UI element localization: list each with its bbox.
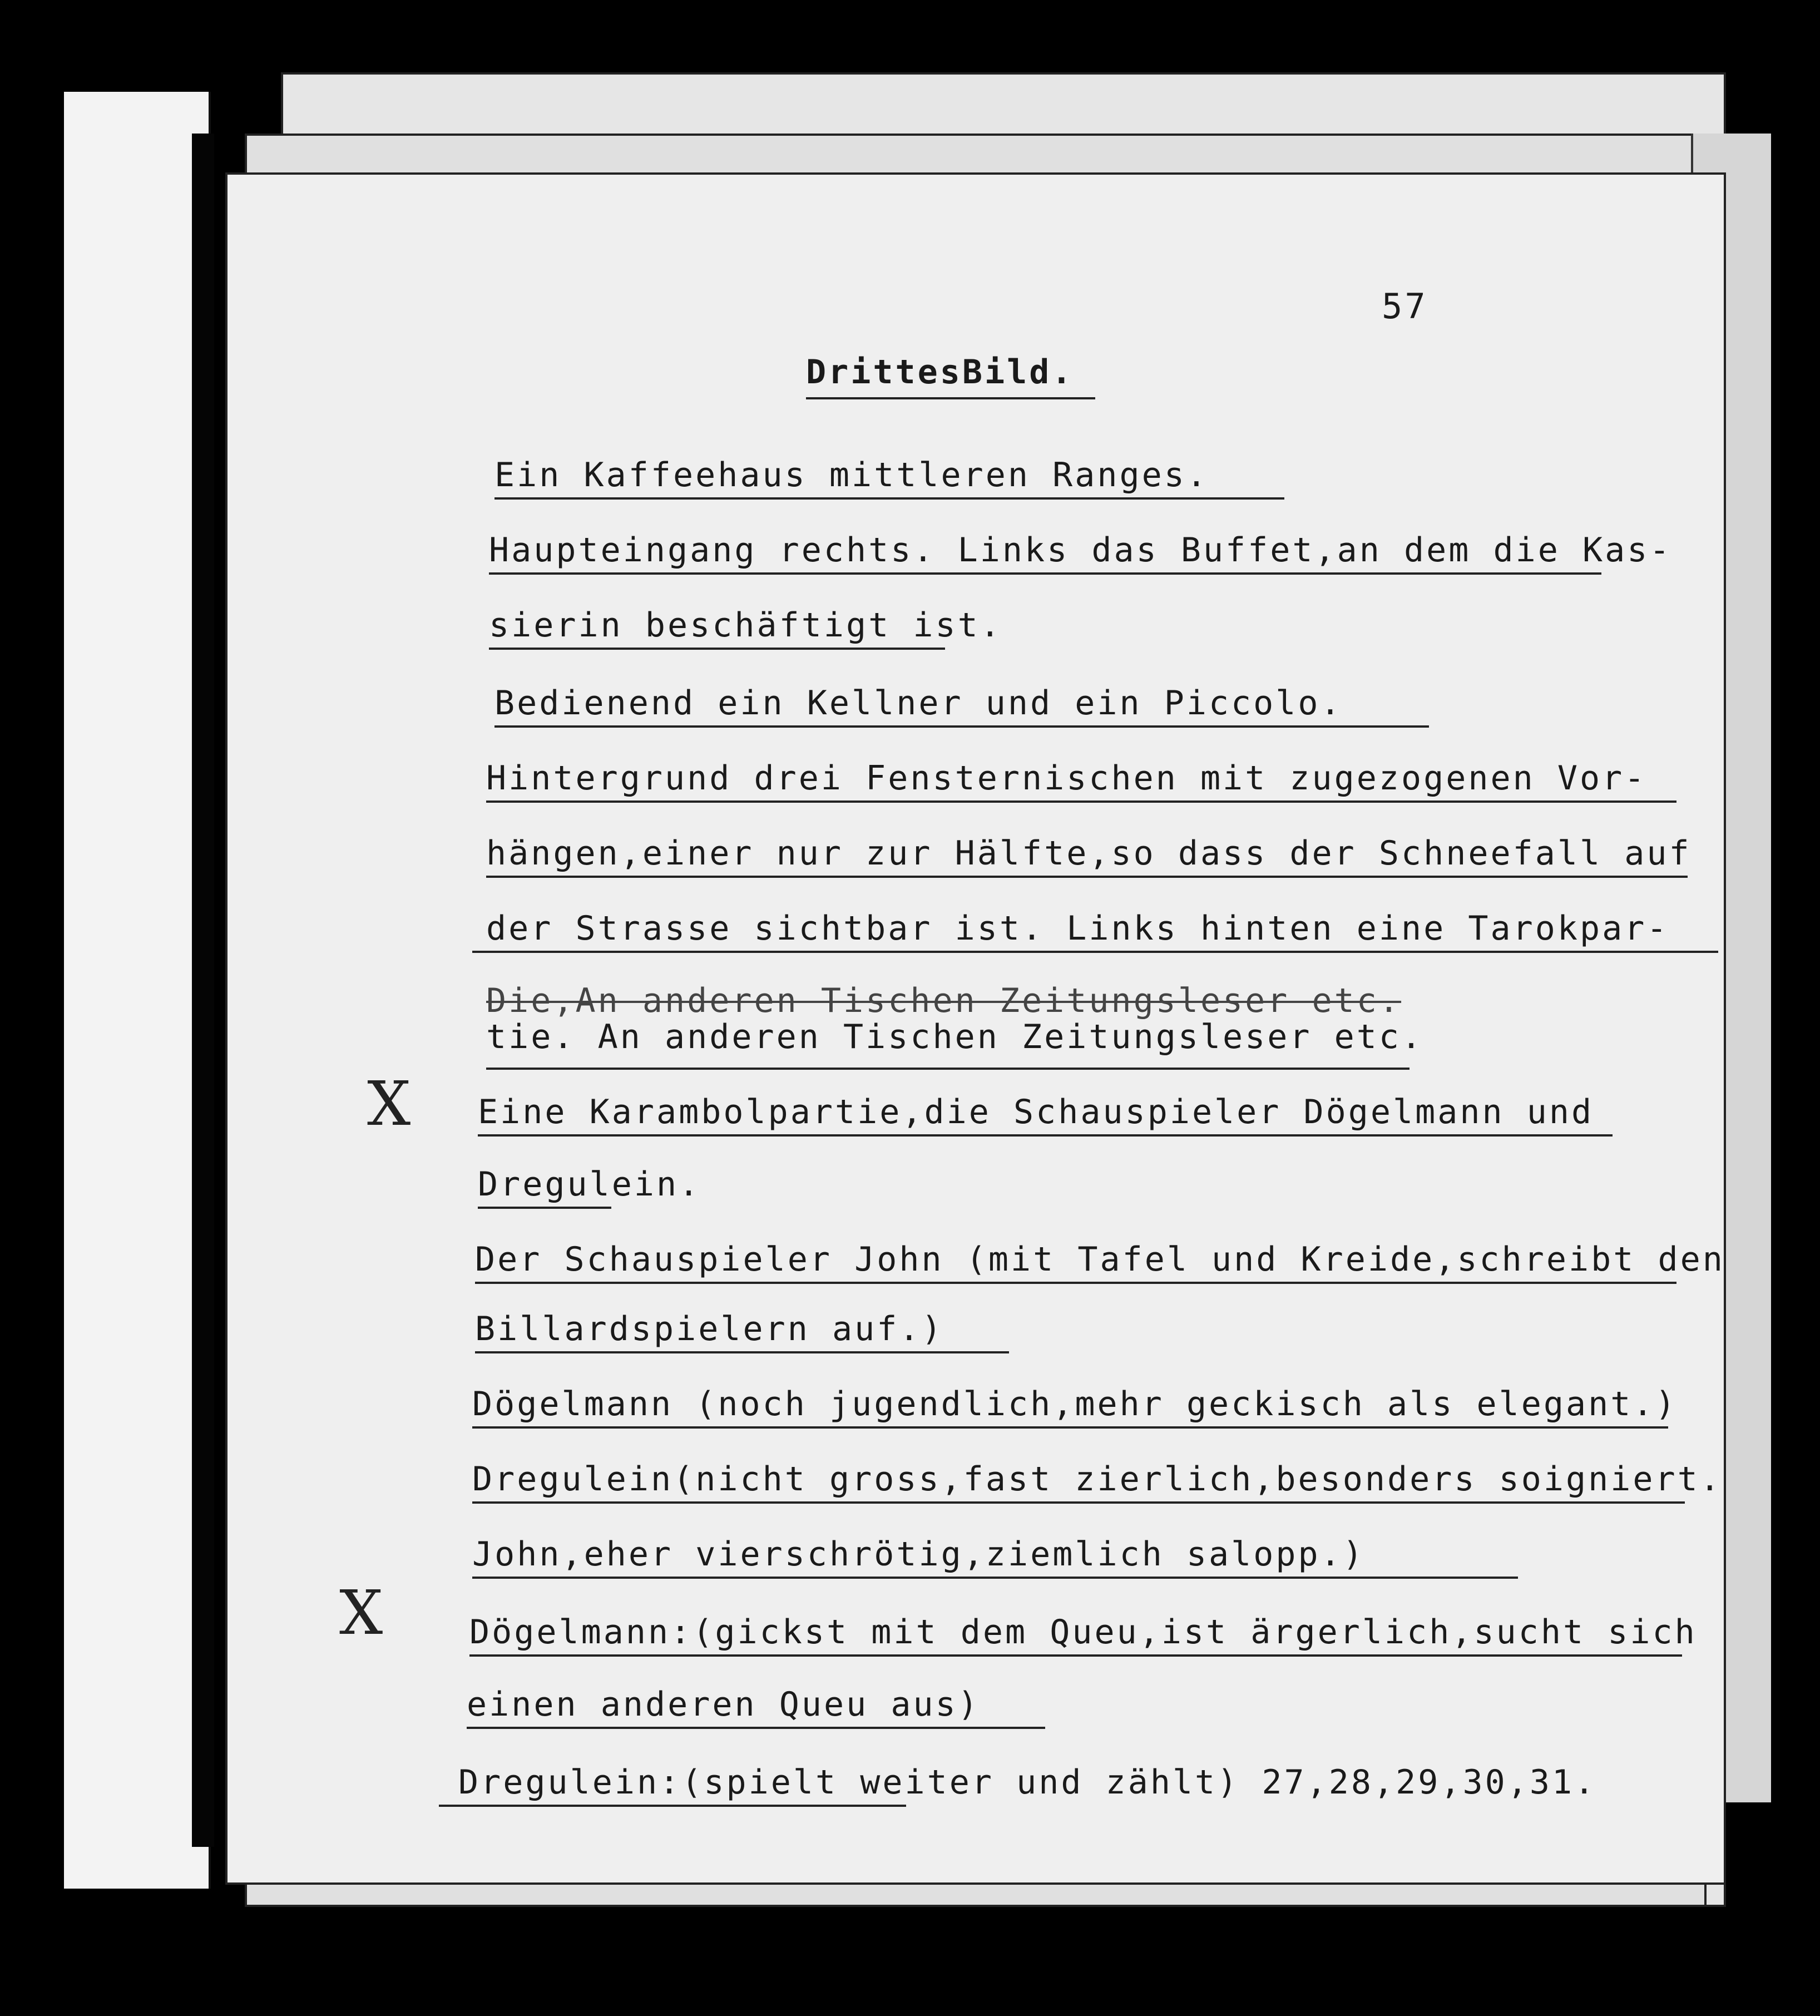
underline [472, 1426, 1668, 1429]
text-line: Billardspielern auf.) [475, 1310, 944, 1348]
text-line: Ein Kaffeehaus mittleren Ranges. [494, 456, 1209, 495]
underline [806, 397, 1095, 399]
typed-page [225, 172, 1726, 1885]
underline [472, 1501, 1685, 1504]
underline [478, 1207, 611, 1209]
underline [489, 648, 945, 650]
text-line: hängen,einer nur zur Hälfte,so dass der Schneefall auf [486, 834, 1692, 873]
struck-line: Die,An anderen Tischen Zeitungsleser etc. [486, 981, 1402, 1020]
text-line: Der Schauspieler John (mit Tafel und Kreide,schreibt den [475, 1240, 1725, 1279]
text-line: der Strasse sichtbar ist. Links hinten eine Tarokpar- [486, 909, 1669, 948]
text-line: sierin beschäftigt ist. [489, 606, 1002, 645]
scene-title: DrittesBild. [806, 353, 1074, 392]
text-line: einen anderen Queu aus) [467, 1685, 980, 1724]
underline [486, 876, 1688, 878]
text-line: Dögelmann:(gickst mit dem Queu,ist ärgerlich,sucht sich [469, 1613, 1697, 1652]
text-line: John,eher vierschrötig,ziemlich salopp.) [472, 1535, 1365, 1574]
text-line: Dögelmann (noch jugendlich,mehr geckisch als elegant.) [472, 1385, 1678, 1424]
text-line: Dregulein. [478, 1165, 701, 1204]
text-line: Bedienend ein Kellner und ein Piccolo. [494, 684, 1343, 723]
underline [494, 725, 1429, 728]
underline [489, 572, 1601, 575]
margin-x-mark: X [367, 1068, 411, 1139]
underline [486, 801, 1676, 803]
text-line: Dregulein(nicht gross,fast zierlich,besonders soigniert. [472, 1460, 1722, 1499]
text-line: Hintergrund drei Fensternischen mit zugezogenen Vor- [486, 759, 1647, 798]
underline [469, 1654, 1682, 1657]
text-line: Eine Karambolpartie,die Schauspieler Dögelmann und [478, 1093, 1594, 1131]
underline [475, 1351, 1009, 1353]
binding-shadow [192, 134, 214, 1847]
text-line: Haupteingang rechts. Links das Buffet,an dem die Kas- [489, 531, 1672, 570]
underline [472, 951, 1718, 953]
text-line: Dregulein:(spielt weiter und zählt) 27,28,29,30,31. [458, 1763, 1597, 1802]
underline [478, 1134, 1613, 1137]
text-line: tie. An anderen Tischen Zeitungsleser etc. [486, 1017, 1424, 1056]
underline [439, 1805, 906, 1807]
paper-strip-left [64, 92, 211, 1889]
underline [486, 1068, 1409, 1070]
margin-x-mark: X [339, 1577, 383, 1648]
underline [467, 1727, 1045, 1729]
underline [475, 1282, 1676, 1284]
underline [494, 497, 1284, 500]
page-number: 57 [1382, 286, 1428, 327]
underline [472, 1577, 1518, 1579]
